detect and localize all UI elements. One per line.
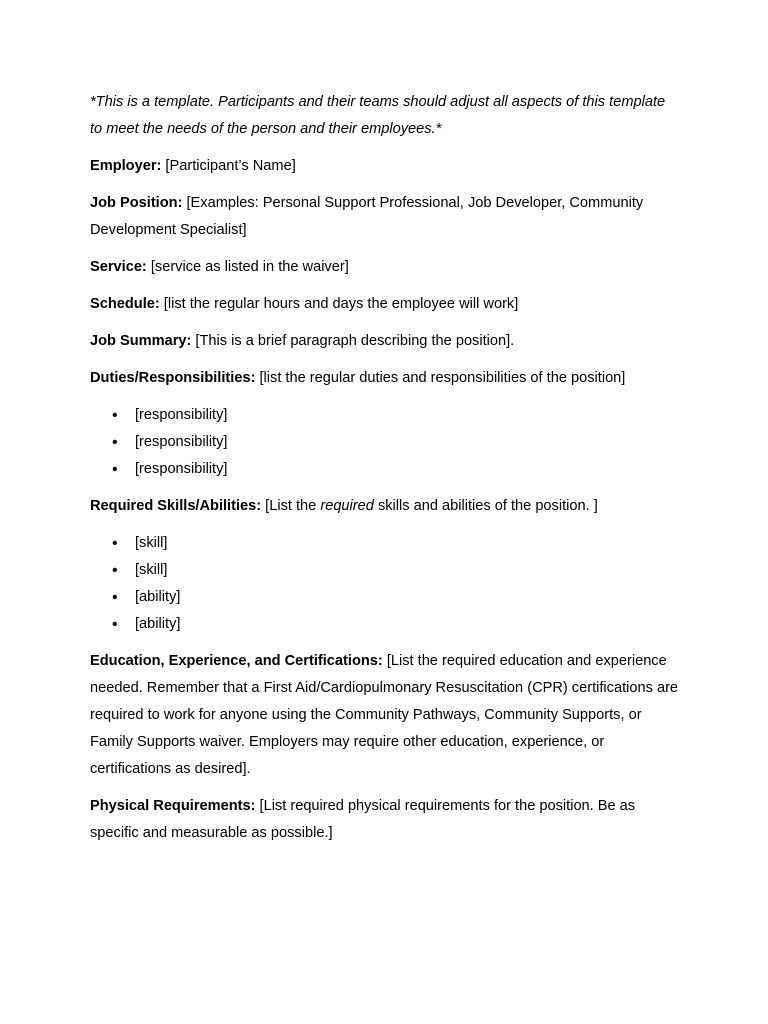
job-summary-field	[90, 328, 680, 355]
document-page	[90, 89, 680, 857]
schedule-value: [list the regular hours and days the employee will work]	[159, 296, 519, 312]
list-item: • [ability]	[112, 584, 680, 611]
job-summary-label: Job Summary:	[90, 333, 192, 349]
template-notice: *This is a template. Participants and their teams should adjust all aspects of this template to meet the needs of the person and their employees.*	[90, 94, 666, 137]
duties-value: [list the regular duties and responsibilities of the position]	[255, 370, 626, 386]
list-item: • [ability]	[112, 611, 680, 638]
list-item: • [responsibility]	[112, 456, 680, 483]
education-value: [List the required education and experience needed. Remember that a First Aid/Cardiopulmonary Resuscitation (CPR) certifications are required to work for anyone using the Community Pathways, Community Supports, or Family Supports waiver. Employers may require other education, experience, or certifications as desired].	[90, 653, 679, 777]
service-value: [service as listed in the waiver]	[146, 259, 349, 275]
physical-label: Physical Requirements:	[90, 798, 256, 814]
duties-list	[90, 402, 680, 483]
duties-field	[90, 365, 680, 392]
skills-value-after: skills and abilities of the position. ]	[373, 498, 598, 514]
education-label: Education, Experience, and Certifications:	[90, 653, 383, 669]
skills-list	[90, 530, 680, 638]
employer-field	[90, 153, 680, 180]
service-field	[90, 254, 680, 281]
physical-field	[90, 793, 680, 847]
job-position-label: Job Position:	[90, 195, 183, 211]
job-summary-value: [This is a brief paragraph describing the position].	[191, 333, 515, 349]
job-position-value: [Examples: Personal Support Professional, Job Developer, Community Development Specialist]	[90, 195, 644, 238]
duties-label: Duties/Responsibilities:	[90, 370, 256, 386]
physical-value: [List required physical requirements for the position. Be as specific and measurable as possible.]	[90, 798, 636, 841]
schedule-label: Schedule:	[90, 296, 160, 312]
education-field	[90, 648, 680, 783]
job-position-field	[90, 190, 680, 244]
skills-field	[90, 493, 680, 520]
skills-label: Required Skills/Abilities:	[90, 498, 262, 514]
schedule-field	[90, 291, 680, 318]
list-item: • [skill]	[112, 557, 680, 584]
skills-value-emphasis: required	[320, 498, 374, 514]
employer-value: [Participant’s Name]	[161, 158, 296, 174]
skills-value-before: [List the	[261, 498, 321, 514]
employer-label: Employer:	[90, 158, 162, 174]
list-item: • [skill]	[112, 530, 680, 557]
service-label: Service:	[90, 259, 147, 275]
list-item: • [responsibility]	[112, 402, 680, 429]
list-item: • [responsibility]	[112, 429, 680, 456]
